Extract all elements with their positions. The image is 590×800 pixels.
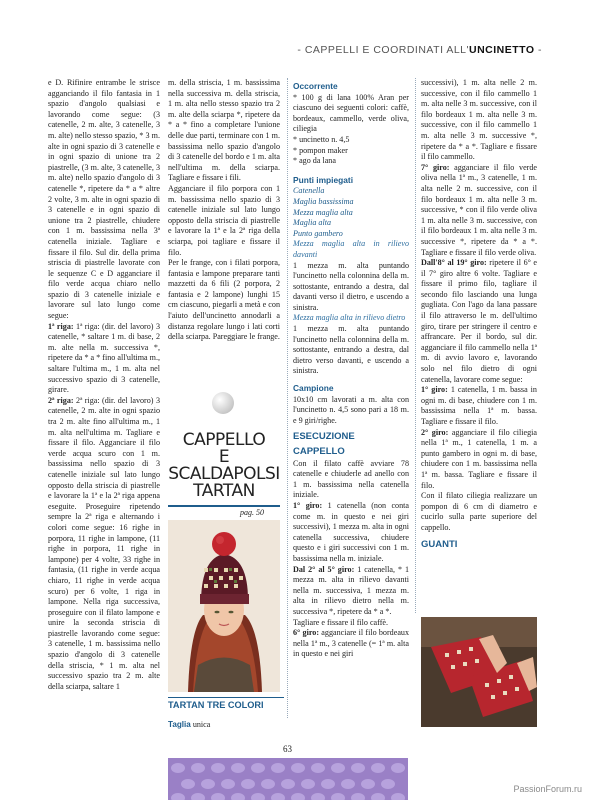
watermark: PassionForum.ru <box>513 784 582 794</box>
round-instruction <box>293 501 409 565</box>
round-instruction <box>293 628 409 660</box>
materials-item: * pompon maker <box>293 145 348 155</box>
paragraph: m. della striscia, 1 m. bassissima nella successiva m. della striscia, 1 m. alta nello stesso spazio tra 2 m. alte della sciarpa *, ripetere da * a * fino a completare l'unione delle due parti, terminare con 1 m. bassissima nello spazio d'angolo di 3 catenelle del bordo e 1 m. alta nell'ultima m. della sciarpa. Tagliare e fissare i fili. <box>168 78 280 183</box>
column-divider <box>287 78 288 718</box>
gloves-photo <box>421 617 537 727</box>
header-suffix: - <box>534 44 542 56</box>
round-text: 1 catenella, * 1 mezza m. alta in rilievo davanti nella m. successiva, 1 mezza m. alta in rilievo dietro nella m. successiva *, ripetere da * a *. <box>293 564 409 616</box>
round-instruction <box>421 428 537 492</box>
title-line: E SCALDAPOLSI <box>168 447 280 484</box>
stitch-davanti-title: Mezza maglia alta in rilievo davanti <box>293 239 409 259</box>
round-label: Dall'8° al 19° giro: <box>421 258 487 268</box>
column-4 <box>421 78 537 551</box>
paragraph: Per le frange, con i filati porpora, fantasia e lampone preparare tanti mazzetti da 6 fili (2 porpora, 2 fantasia e 2 lampone) lunghi 15 cm ciascuno, piegarli a metà e con l'aiuto dell'uncinetto annodarli a distanza regolare lungo i lati corti della sciarpa. Pareggiare le frange. <box>168 258 280 342</box>
round-label: 7° giro: <box>421 162 450 172</box>
hat-model-illustration <box>168 520 280 692</box>
round-label: Dal 2° al 5° giro: <box>293 564 355 574</box>
title-underline <box>168 505 280 507</box>
size-label: Taglia <box>168 720 191 729</box>
column-3 <box>293 78 409 660</box>
title-line: CAPPELLO <box>182 430 266 450</box>
cappello-text: Con il filato caffè avviare 78 catenelle e chiuderle ad anello con 1 m. bassissima nella catenella iniziale. <box>293 458 409 500</box>
round-instruction <box>421 163 537 258</box>
round-text: agganciare il filo ciliegia nella 1ª m., 1 catenella, 1 m. a punto gambero in ogni m. di base, chiudere con 1 m. bassissima nella 1ª m. bassa. Tagliare e fissare il filo. <box>421 427 537 490</box>
punti-title: Punti impiegati <box>293 174 354 185</box>
stitch-item: Catenella <box>293 186 325 196</box>
page-number: 63 <box>283 744 292 754</box>
knit-texture-band <box>168 758 408 800</box>
model-photo <box>168 520 280 692</box>
round-instruction <box>293 565 409 618</box>
row-label: 2ª riga: <box>48 395 77 405</box>
paragraph: successivi), 1 m. alta nelle 2 m. successive, con il filo cammello 1 m. alta nelle 3 m. successive, con il filo bordeaux 1 m. alta nelle 3 m. successive, con il filo cammello 1 m. alta nelle 3 m. successive *, ripetere da * a *. Tagliare e fissare il filo cammello. <box>421 78 537 162</box>
occorrente-title: Occorrente <box>293 81 338 91</box>
header-highlight: UNCINETTO <box>469 44 535 56</box>
round-note: Tagliare e fissare il filo caffè. <box>293 617 389 627</box>
round-label: 2° giro: <box>421 427 449 437</box>
stitch-dietro-title: Mezza maglia alta in rilievo dietro <box>293 313 406 323</box>
paragraph: Con il filato ciliegia realizzare un pompon di 6 cm di diametro e cucirlo sulla parte superiore del cappello. <box>421 491 537 532</box>
round-label: 1° giro: <box>293 500 323 510</box>
stitch-item: Maglia bassissima <box>293 196 354 206</box>
guanti-title: GUANTI <box>421 538 458 550</box>
materials-item: * uncinetto n. 4,5 <box>293 134 350 144</box>
round-instruction <box>421 258 537 385</box>
paragraph: Agganciare il filo porpora con 1 m. bassissima nello spazio di 3 catenelle iniziale sul lato lungo opposto della striscia di piastrelle e lavorare la 1ª e la 2ª riga della sciarpa, poi tagliare e fissare il filo. <box>168 183 280 257</box>
column-2 <box>168 78 280 343</box>
stitch-item: Mezza maglia alta <box>293 207 353 217</box>
page-header <box>0 44 590 56</box>
size-value: unica <box>190 720 211 729</box>
stitch-dietro-text: 1 mezza m. alta puntando l'uncinetto nella colonnina della m. sottostante, entrando a destra, dal dietro verso davanti, e uscendo a sinistra. <box>293 324 409 376</box>
round-instruction <box>421 385 537 427</box>
tartan-heading: TARTAN TRE COLORI <box>168 697 284 710</box>
row-text: 2ª riga: (dir. del lavoro) 3 catenelle, 2 m. alte in ogni spazio tra 2 m. alte fino all'ultima m., 1 m. alta nell'ultima m. Tagliare e fissare il filo. Agganciare il filo verde acqua scuro con 1 m. bassissima nello spazio di 3 catenelle iniziale sul lato lungo opposto della striscia di piastrelle e lavorare la 1ª e la 2ª riga appena eseguite. Proseguire ripetendo sempre la 2ª riga e alternando i colori come segue: 16 righe in porpora, 11 righe in lampone, (11 righe in porpora, 11 righe in lampone) per 4 volte, 33 righe in fantasia, (11 righe in verde acqua chiaro, 11 righe in verde acqua scuro) per 6 volte, 1 riga in lampone. Nella riga successiva, proseguire con il filato lampone e unire la seconda striscia di piastrelle lavorando come segue: 3 catenelle, 1 m. bassissima nello spazio d'angolo di 3 catenelle della striscia, * 1 m. alta nel successivo spazio tra 2 m. alte della sciarpa, saltare 1 <box>48 395 160 691</box>
column-divider <box>415 78 416 613</box>
row-text: 1ª riga: (dir. del lavoro) 3 catenelle, * saltare 1 m. di base, 2 m. alte nella m. successiva *, ripetere da * a * fino all'ultima m., saltare l'ultima m., 1 m. alta nel successivo spazio di 3 catenelle, girare. <box>48 321 160 395</box>
size-line <box>168 720 210 729</box>
gloves-illustration <box>421 617 537 727</box>
header-prefix: - CAPPELLI E COORDINATI ALL' <box>297 44 470 56</box>
round-text: ripetere il 6° e il 7° giro altre 6 volte. Tagliare e fissare il primo filo, tagliare il secondo filo lasciando una lunga gugliata. Con l'ago da lana passare il filo attraverso le m. dell'ultimo giro, tirare per stringere il centro e affrancare. Per il bordo, sul dir. agganciare il filo cammello nella 1ª m. di avvio lavoro e, lavorando solo nel filo dietro di ogni catenella, lavorare come segue: <box>421 258 537 384</box>
stitch-item: Maglia alta <box>293 218 331 228</box>
title-line: TARTAN <box>193 481 255 501</box>
yarn-ball-icon <box>212 392 234 414</box>
materials-item: * 100 g di lana 100% Aran per ciascuno dei seguenti colori: caffè, bordeaux, cammello, verde oliva, ciliegia <box>293 92 409 134</box>
stitch-davanti-text: 1 mezza m. alta puntando l'uncinetto nella colonnina della m. sottostante, entrando a destra, dal davanti verso il dietro, e uscendo a sinistra. <box>293 260 409 312</box>
round-text: 1 catenella, 1 m. bassa in ogni m. di base, chiudere con 1 m. bassissima nella 1ª m. bassa. Tagliare e fissare il filo. <box>421 385 537 426</box>
round-label: 6° giro: <box>293 628 320 638</box>
campione-title: Campione <box>293 383 334 394</box>
stitch-item: Punto gambero <box>293 228 343 238</box>
knit-texture <box>168 758 408 800</box>
round-text: 1 catenella (non conta come m. in questo e nei giri successivi), 1 mezza m. alta in ogni catenella successiva, chiudere questo e i giri successivi con 1 m. bassissima nella m. iniziale. <box>293 500 409 563</box>
page-reference: pag. 50 <box>240 508 264 517</box>
paragraph <box>48 322 160 396</box>
column-1 <box>48 78 160 692</box>
round-text: agganciare il filo verde oliva nella 1ª m., 3 catenelle, 1 m. alta nelle 2 m. successive, con il filo bordeaux 1 m. alta nelle 3 m. successive, * con il filo verde oliva 1 m. alta nelle 3 m. successive, con il filo bordeaux 1 m. alta nelle 3 m. successive *, ripetere da * a *. Tagliare e fissare il filo verde oliva. <box>421 162 537 257</box>
section-title <box>168 432 280 500</box>
round-text: agganciare il filo bordeaux nella 1ª m., 3 catenelle (= 1ª m. alta in questo e nei giri <box>293 628 410 659</box>
campione-text: 10x10 cm lavorati a m. alta con l'uncinetto n. 4,5 sono pari a 18 m. e 9 giri/righe. <box>293 394 409 425</box>
paragraph: e D. Rifinire entrambe le strisce agganciando il filo fantasia in 1 spazio d'angolo qualsiasi e lavorando come segue: (3 catenelle, 2 m. alte, 3 catenelle, 3 m. alte) nello stesso spazio, * 3 m. alte in ogni spazio di 3 catenelle e in ogni spazio di unione tra 2 piastrelle, (3 m. alte, 3 catenelle, 3 m. alte) nello spazio d'angolo di 3 catenelle *, ripetere da * a * altre 2 volte, 3 m. alte in ogni spazio di 3 catenelle e in ogni spazio di unione tra 2 piastrelle, chiudere con 1 m. bassissima nella 3ª catenella iniziale. Tagliare e fissare il filo. Sul dir. della prima striscia di piastrelle lavorate con le sequenze C e D agganciare il filo verde acqua chiaro nello spazio di 3 catenelle iniziale e lavorare sul lato lungo come segue: <box>48 78 160 321</box>
round-label: 1° giro: <box>421 385 448 395</box>
esecuzione-title: ESECUZIONE <box>293 431 355 443</box>
paragraph <box>48 396 160 693</box>
materials-item: * ago da lana <box>293 156 336 166</box>
cappello-title: CAPPELLO <box>293 446 345 457</box>
row-label: 1ª riga: <box>48 321 77 331</box>
